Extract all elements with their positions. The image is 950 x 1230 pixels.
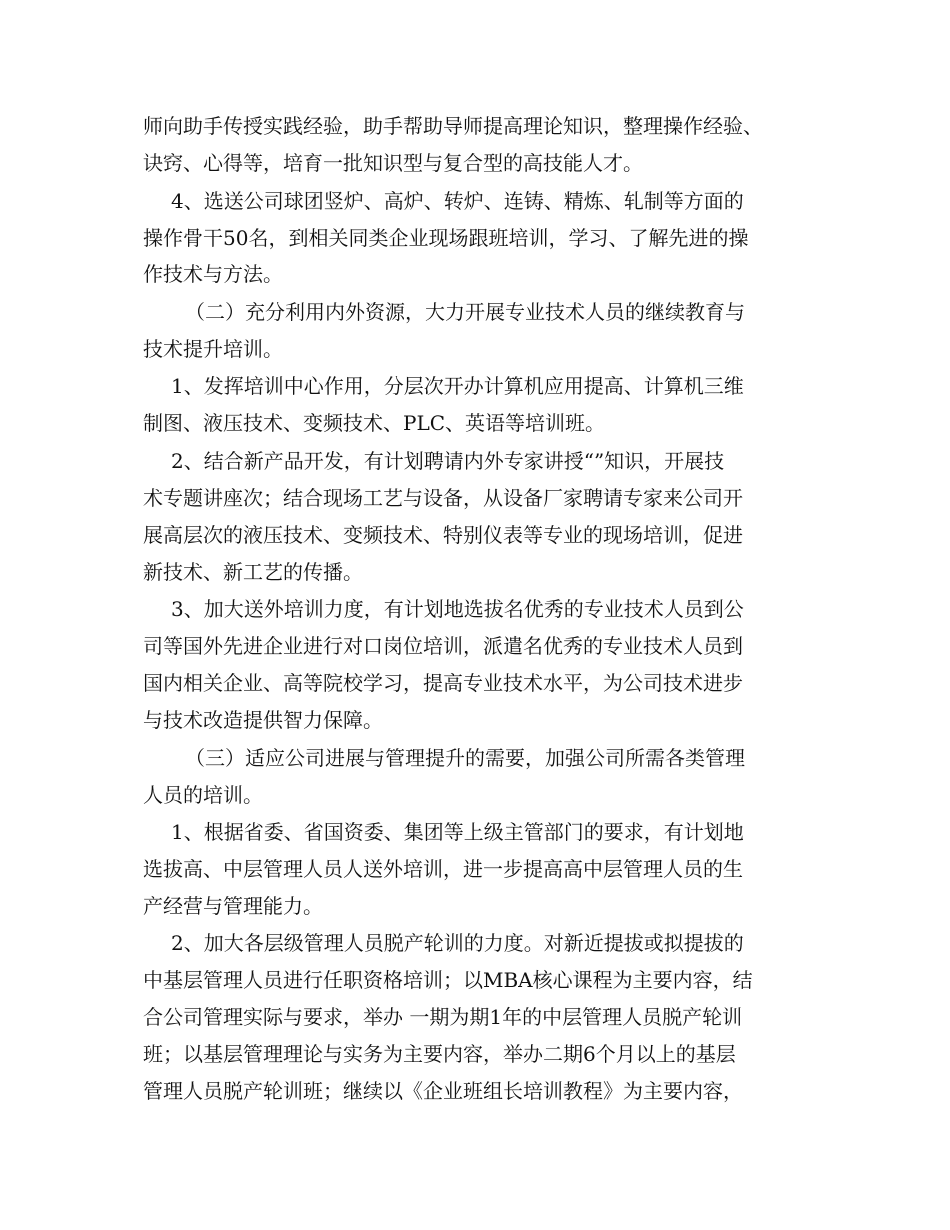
text-line: 3、加大送外培训力度，有计划地选拔名优秀的专业技术人员到公	[171, 597, 744, 621]
text-line: 与技术改造提供智力保障。	[143, 708, 383, 732]
text-line: 操作骨干50名，到相关同类企业现场跟班培训，学习、了解先进的操	[143, 226, 749, 250]
text-line: 选拔高、中层管理人员人送外培训，进一步提高高中层管理人员的生	[143, 857, 743, 881]
text-line: 班；以基层管理理论与实务为主要内容，举办二期6个月以上的基层	[143, 1042, 736, 1066]
text-line: 司等国外先进企业进行对口岗位培训，派遣名优秀的专业技术人员到	[143, 634, 743, 658]
text-line: 诀窍、心得等，培育一批知识型与复合型的高技能人才。	[143, 151, 643, 175]
text-line: 管理人员脱产轮训班；继续以《企业班组长培训教程》为主要内容，	[143, 1079, 743, 1103]
text-line: 中基层管理人员进行任职资格培训；以MBA核心课程为主要内容，结	[143, 968, 753, 992]
text-line: 1、发挥培训中心作用，分层次开办计算机应用提高、计算机三维	[171, 374, 744, 398]
text-line: 师向助手传授实践经验，助手帮助导师提高理论知识，整理操作经验、	[143, 114, 763, 138]
text-line: 作技术与方法。	[143, 262, 283, 286]
section-heading: （三）适应公司进展与管理提升的需要，加强公司所需各类管理	[185, 746, 745, 770]
text-line: 1、根据省委、省国资委、集团等上级主管部门的要求，有计划地	[171, 820, 744, 844]
text-line: 术专题讲座次；结合现场工艺与设备，从设备厂家聘请专家来公司开	[143, 486, 743, 510]
text-line: 新技术、新工艺的传播。	[143, 560, 363, 584]
text-line: 4、选送公司球团竖炉、高炉、转炉、连铸、精炼、轧制等方面的	[171, 189, 744, 213]
section-heading: （二）充分利用内外资源，大力开展专业技术人员的继续教育与	[185, 300, 745, 324]
text-line: 技术提升培训。	[143, 337, 283, 361]
text-line: 人员的培训。	[143, 783, 263, 807]
text-line: 产经营与管理能力。	[143, 894, 323, 918]
text-line: 国内相关企业、高等院校学习，提高专业技术水平，为公司技术进步	[143, 671, 743, 695]
text-line: 制图、液压技术、变频技术、PLC、英语等培训班。	[143, 411, 606, 435]
text-line: 合公司管理实际与要求，举办 一期为期1年的中层管理人员脱产轮训	[143, 1005, 743, 1029]
text-line: 2、加大各层级管理人员脱产轮训的力度。对新近提拔或拟提拔的	[171, 931, 744, 955]
text-line: 2、结合新产品开发，有计划聘请内外专家讲授“”知识，开展技	[171, 449, 725, 473]
text-line: 展高层次的液压技术、变频技术、特别仪表等专业的现场培训，促进	[143, 523, 743, 547]
